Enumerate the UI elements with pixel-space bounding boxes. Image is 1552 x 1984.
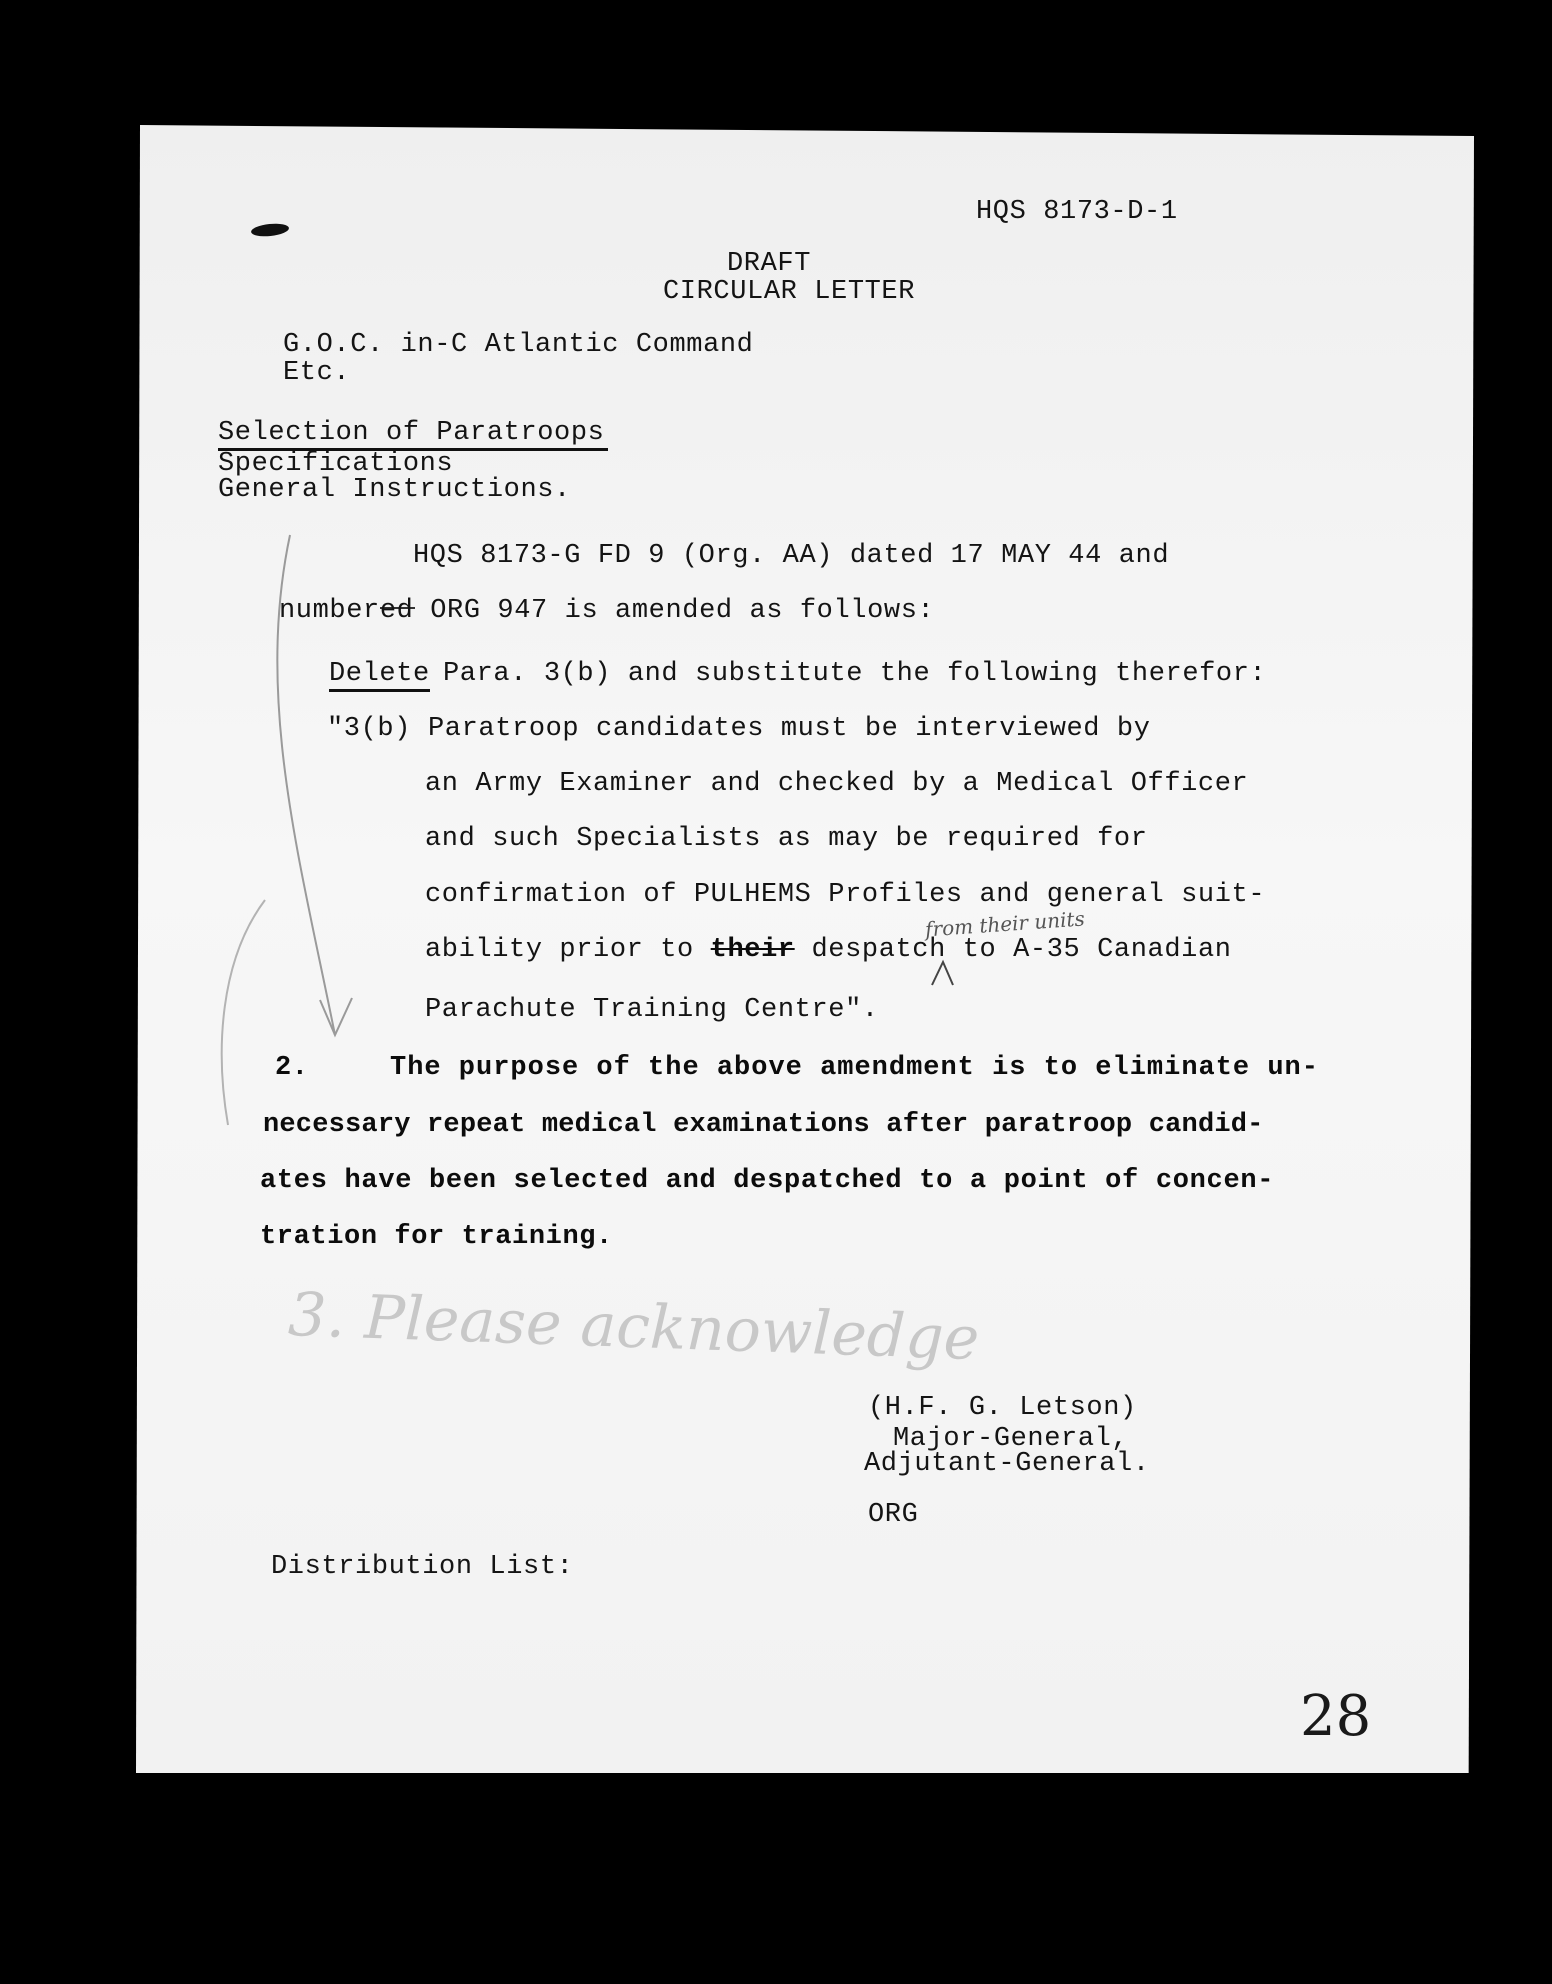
para2-line3: ates have been selected and despatched to a point of concen-: [260, 1166, 1275, 1196]
addressee-line: G.O.C. in-C Atlantic Command: [283, 330, 754, 360]
addressee-etc: Etc.: [283, 358, 351, 388]
para2-line4: tration for training.: [260, 1222, 613, 1252]
quote-line3: and such Specialists as may be required for: [425, 824, 1148, 854]
quote-line5: [425, 935, 1232, 965]
para2-line2: necessary repeat medical examinations after paratroop candid-: [263, 1110, 1264, 1140]
delete-word: Delete: [329, 659, 430, 692]
handwritten-note: 3. Please acknowledge: [286, 1279, 981, 1375]
circular-letter-title: CIRCULAR LETTER: [663, 277, 916, 307]
handwritten-insertion: from their units: [924, 906, 1086, 942]
subject-heading: Selection of Paratroops: [218, 418, 608, 451]
subject-general-instructions: General Instructions.: [218, 475, 571, 505]
quote-line5-start: ability prior to: [425, 935, 694, 965]
quote-label: "3(b): [327, 714, 412, 744]
quote-line5-end: despatch to A-35 Canadian: [811, 935, 1232, 965]
struck-word: their: [710, 935, 795, 965]
originator-initials: ORG: [868, 1500, 919, 1530]
quote-line4: confirmation of PULHEMS Profiles and general suit-: [425, 880, 1266, 910]
para1-line2: numbered ORG 947 is amended as follows:: [279, 596, 935, 626]
signatory-rank: Major-General,: [893, 1424, 1129, 1454]
page-number: 28: [1300, 1684, 1372, 1749]
quote-line1: Paratroop candidates must be interviewed by: [428, 714, 1151, 744]
draft-label: DRAFT: [727, 249, 812, 279]
signatory-title: Adjutant-General.: [864, 1449, 1150, 1479]
subject-specifications: Specifications: [218, 449, 454, 479]
signatory-name: (H.F. G. Letson): [868, 1393, 1137, 1423]
para1-line1: HQS 8173-G FD 9 (Org. AA) dated 17 MAY 44 and: [413, 541, 1170, 571]
para2-line1: The purpose of the above amendment is to eliminate un-: [390, 1053, 1319, 1083]
quote-line6: Parachute Training Centre".: [425, 995, 879, 1025]
delete-instruction: Para. 3(b) and substitute the following therefor:: [443, 659, 1267, 689]
quote-line2: an Army Examiner and checked by a Medical Officer: [425, 769, 1249, 799]
distribution-list: Distribution List:: [271, 1552, 574, 1582]
para2-number: 2.: [275, 1053, 309, 1083]
file-reference: HQS 8173-D-1: [976, 197, 1178, 227]
